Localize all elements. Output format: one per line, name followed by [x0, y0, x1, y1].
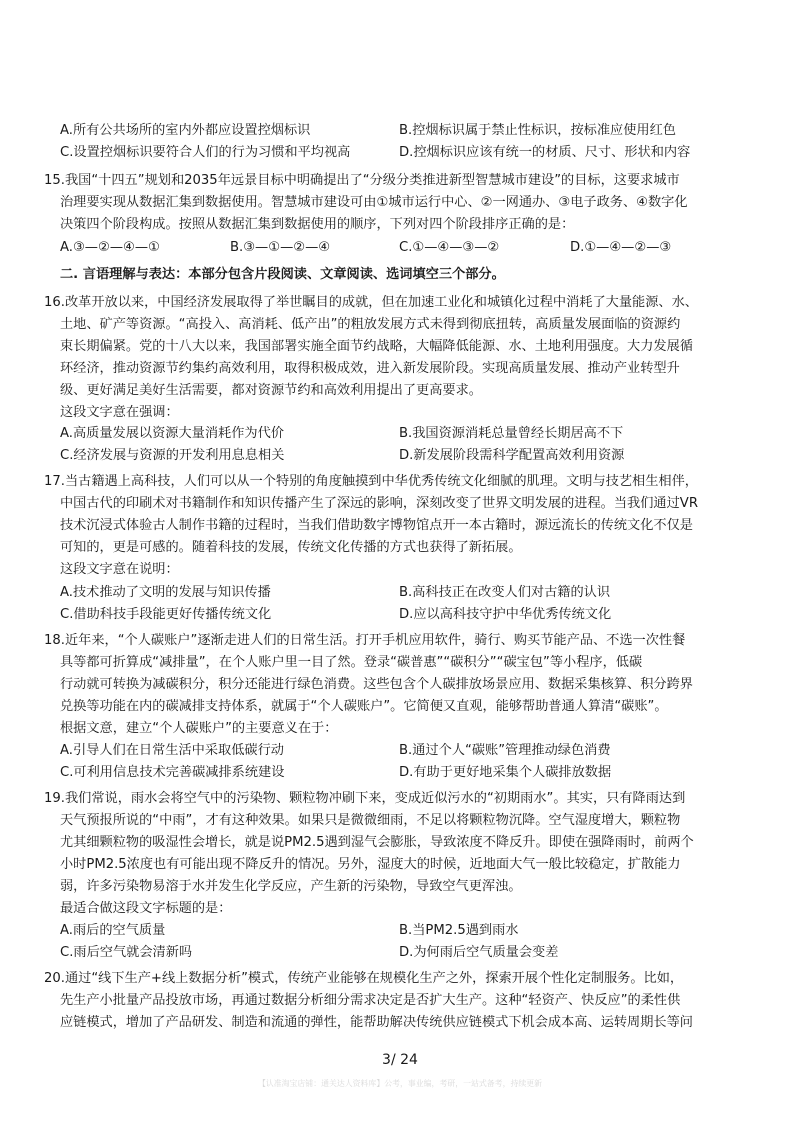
- q15-option-b: B.③—①—②—④: [230, 240, 331, 255]
- q19-text-line: 天气预报所说的“中雨”，才有这种效果。如果只是微微细雨，不足以将颗粒物沉降。空气湿度增大，颗粒物: [60, 813, 681, 828]
- q19-text-line: 弱，许多污染物易溶于水并发生化学反应，产生新的污染物，导致空气更浑浊。: [60, 879, 522, 894]
- q20-text-line: 先生产小批量产品投放市场，再通过数据分析细分需求决定是否扩大生产。这种“轻资产、快反应”的柔性供: [60, 993, 681, 1008]
- q14-option-a: A.所有公共场所的室内外都应设置控烟标识: [60, 123, 311, 138]
- q19-option-c: C.雨后空气就会清新吗: [60, 945, 193, 960]
- q18-option-c: C.可利用信息技术完善碳减排系统建设: [60, 765, 285, 780]
- q16-text-line: 级、更好满足美好生活需要，都对资源节约和高效利用提出了更高要求。: [60, 383, 482, 398]
- q19-text-line: 小时PM2.5浓度也有可能出现不降反升的情况。另外，湿度大的时候，近地面大气一般比较稳定，扩散能力: [60, 857, 681, 872]
- q15-text-line: 决策四个阶段构成。按照从数据汇集到数据使用的顺序，下列对四个阶段排序正确的是：: [60, 217, 575, 232]
- q17-text-line: 可知的，更是可感的。随着科技的发展，传统文化传播的方式也获得了新拓展。: [60, 540, 522, 555]
- q15-text-line: 治理要实现从数据汇集到数据使用。智慧城市建设可由①城市运行中心、②一网通办、③电子政务、④数字化: [60, 195, 688, 210]
- q18-text-line: 具等都可折算成“减排量”，在个人账户里一目了然。登录“碳普惠”“碳积分”“碳宝包”等小程序，低碳: [60, 655, 643, 670]
- q19-text-line: 尤其细颗粒物的吸湿性会增长，就是说PM2.5遇到湿气会膨胀，导致浓度不降反升。即使在强降雨时，前两个: [60, 835, 694, 850]
- q15-option-a: A.③—②—④—①: [60, 240, 160, 255]
- q15-option-d: D.①—④—②—③: [570, 240, 672, 255]
- q16-text-line: 16.改革开放以来，中国经济发展取得了举世瞩目的成就，但在加速工业化和城镇化过程中消耗了大量能源、水、: [44, 295, 698, 310]
- q18-text-line: 兑换等功能在内的碳减排支持体系，就属于“个人碳账户”。它简便又直观，能够帮助普通人算清“碳账”。: [60, 699, 668, 714]
- q18-option-d: D.有助于更好地采集个人碳排放数据: [399, 765, 612, 780]
- q19-option-a: A.雨后的空气质量: [60, 923, 166, 938]
- q20-text-line: 应链模式，增加了产品研发、制造和流通的弹性，能帮助解决传统供应链模式下机会成本高、运转周期长等问: [60, 1015, 693, 1030]
- q19-prompt: 最适合做这段文字标题的是：: [60, 901, 232, 916]
- q18-option-a: A.引导人们在日常生活中采取低碳行动: [60, 743, 284, 758]
- q16-text-line: 环经济，推动资源节约集约高效利用，取得积极成效，进入新发展阶段。实现高质量发展、推动产业转型升: [60, 361, 680, 376]
- q17-text-line: 技术沉浸式体验古人制作书籍的过程时，当我们借助数字博物馆点开一本古籍时，源远流长的传统文化不仅是: [60, 518, 693, 533]
- q16-option-c: C.经济发展与资源的开发利用息息相关: [60, 448, 285, 463]
- q19-text-line: 19.我们常说，雨水会将空气中的污染物、颗粒物冲刷下来，变成近似污水的“初期雨水”。其实，只有降雨达到: [44, 791, 686, 806]
- q18-text-line: 18.近年来，“个人碳账户”逐渐走进人们的日常生活。打开手机应用软件，骑行、购买节能产品、不选一次性餐: [44, 633, 686, 648]
- q17-prompt: 这段文字意在说明：: [60, 562, 179, 577]
- q16-option-a: A.高质量发展以资源大量消耗作为代价: [60, 426, 284, 441]
- q14-option-b: B.控烟标识属于禁止性标识，按标准应使用红色: [399, 123, 676, 138]
- q17-option-d: D.应以高科技守护中华优秀传统文化: [399, 607, 612, 622]
- page-number: 3/ 24: [382, 1052, 418, 1068]
- q15-text-line: 15.我国“十四五”规划和2035年远景目标中明确提出了“分级分类推进新型智慧城市建设”的目标，这要求城市: [44, 173, 680, 188]
- q18-text-line: 行动就可转换为减碳积分，积分还能进行绿色消费。这些包含个人碳排放场景应用、数据采集核算、积分跨界: [60, 677, 693, 692]
- q17-text-line: 中国古代的印刷术对书籍制作和知识传播产生了深远的影响，深刻改变了世界文明发展的进程。当我们通过VR: [60, 496, 698, 511]
- q18-prompt: 根据文意，建立“个人碳账户”的主要意义在于：: [60, 721, 338, 736]
- q16-text-line: 土地、矿产等资源。“高投入、高消耗、低产出”的粗放发展方式未得到彻底扭转，高质量发展面临的资源约: [60, 317, 681, 332]
- q17-text-line: 17.当古籍遇上高科技，人们可以从一个特别的角度触摸到中华优秀传统文化细腻的肌理。文明与技艺相生相伴，: [44, 474, 698, 489]
- q19-option-d: D.为何雨后空气质量会变差: [399, 945, 559, 960]
- section-heading: 二. 言语理解与表达：本部分包含片段阅读、文章阅读、选词填空三个部分。: [60, 267, 505, 282]
- q19-option-b: B.当PM2.5遇到雨水: [399, 923, 519, 938]
- q17-option-b: B.高科技正在改变人们对古籍的认识: [399, 585, 611, 600]
- q16-prompt: 这段文字意在强调：: [60, 405, 179, 420]
- q18-option-b: B.通过个人“碳账”管理推动绿色消费: [399, 743, 611, 758]
- q16-option-b: B.我国资源消耗总量曾经长期居高不下: [399, 426, 624, 441]
- q14-option-c: C.设置控烟标识要符合人们的行为习惯和平均视高: [60, 145, 351, 160]
- q17-option-c: C.借助科技手段能更好传播传统文化: [60, 607, 272, 622]
- footer-watermark: 【认准淘宝店铺：通关达人资料库】公考，事业编，考研，一站式备考，持续更新: [257, 1079, 543, 1088]
- q14-option-d: D.控烟标识应该有统一的材质、尺寸、形状和内容: [399, 145, 691, 160]
- q15-option-c: C.①—④—③—②: [399, 240, 500, 255]
- q16-option-d: D.新发展阶段需科学配置高效利用资源: [399, 448, 625, 463]
- q17-option-a: A.技术推动了文明的发展与知识传播: [60, 585, 271, 600]
- q20-text-line: 20.通过“线下生产+线上数据分析”模式，传统产业能够在规模化生产之外，探索开展个性化定制服务。比如，: [44, 971, 684, 986]
- q16-text-line: 束长期偏紧。党的十八大以来，我国部署实施全面节约战略，大幅降低能源、水、土地利用强度。大力发展循: [60, 339, 693, 354]
